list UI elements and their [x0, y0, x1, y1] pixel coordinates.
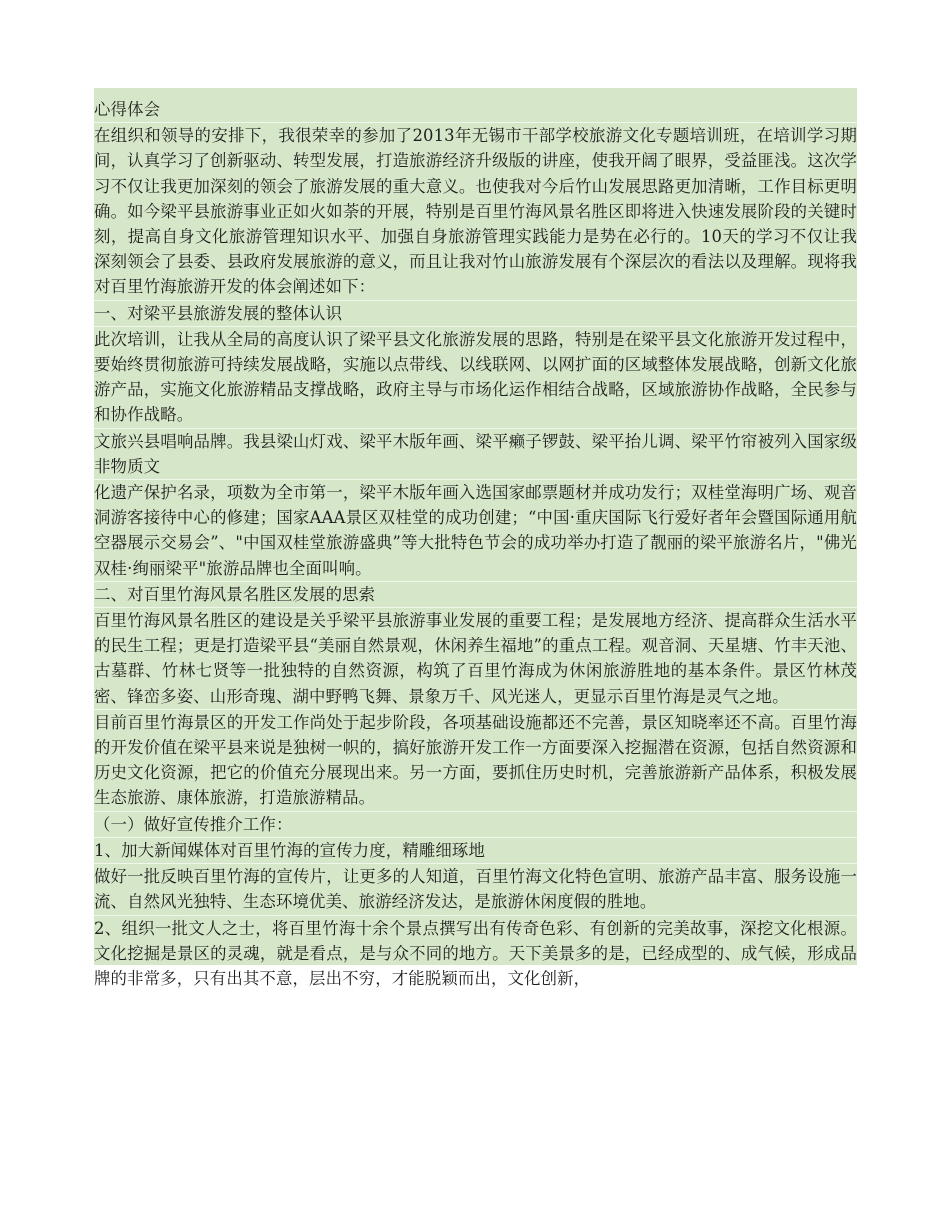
section-heading-1: 一、对梁平县旅游发展的整体认识 — [94, 301, 857, 327]
paragraph-scenic-area: 百里竹海风景名胜区的建设是关乎梁平县旅游事业发展的重要工程；是发展地方经济、提高群众生活水平的民生工程；更是打造梁平县“美丽自然景观，休闲养生福地”的重点工程。观音洞、天星塘、竹丰天池、古墓群、竹林七贤等一批独特的自然资源，构筑了百里竹海成为休闲旅游胜地的基本条件。景区竹林茂密、锋峦多姿、山形奇瑰、湖中野鸭飞舞、景象万千、风光迷人，更显示百里竹海是灵气之地。 — [94, 608, 857, 710]
document-body — [94, 88, 857, 988]
paragraph-brand-b: 化遗产保护名录，项数为全市第一，梁平木版年画入选国家邮票题材并成功发行；双桂堂海明广场、观音洞游客接待中心的修建；国家AAA景区双桂堂的成功创建；“中国·重庆国际飞行爱好者年会暨国际通用航空器展示交易会”、"中国双桂堂旅游盛典”等大批特色节会的成功举办打造了靓丽的梁平旅游名片，"佛光双桂·绚丽梁平"旅游品牌也全面叫响。 — [94, 480, 857, 582]
section-heading-2: 二、对百里竹海风景名胜区发展的思索 — [94, 582, 857, 608]
list-item-1: 1、加大新闻媒体对百里竹海的宣传力度，精雕细琢地 — [94, 838, 857, 864]
subsection-heading-1: （一）做好宣传推介工作： — [94, 812, 857, 838]
paragraph-intro: 在组织和领导的安排下，我很荣幸的参加了2013年无锡市干部学校旅游文化专题培训班，在培训学习期间，认真学习了创新驱动、转型发展，打造旅游经济升级版的讲座，使我开阔了眼界，受益匪浅。这次学习不仅让我更加深刻的领会了旅游发展的重大意义。也使我对今后竹山发展思路更加清晰，工作目标更明确。如今梁平县旅游事业正如火如荼的开展，特别是百里竹海风景名胜区即将进入快速发展阶段的关键时刻，提高自身文化旅游管理知识水平、加强自身旅游管理实践能力是势在必行的。10天的学习不仅让我深刻领会了县委、县政府发展旅游的意义，而且让我对竹山旅游发展有个深层次的看法以及理解。现将我对百里竹海旅游开发的体会阐述如下： — [94, 123, 857, 300]
paragraph-brand-a: 文旅兴县唱响品牌。我县梁山灯戏、梁平木版年画、梁平癞子锣鼓、梁平抬儿调、梁平竹帘被列入国家级非物质文 — [94, 429, 857, 480]
paragraph-development: 目前百里竹海景区的开发工作尚处于起步阶段，各项基础设施都还不完善，景区知晓率还不高。百里竹海的开发价值在梁平县来说是独树一帜的，搞好旅游开发工作一方面要深入挖掘潜在资源，包括自然资源和历史文化资源，把它的价值充分展现出来。另一方面，要抓住历史时机，完善旅游新产品体系，积极发展生态旅游、康体旅游，打造旅游精品。 — [94, 710, 857, 812]
paragraph-section-1: 此次培训，让我从全局的高度认识了梁平县文化旅游发展的思路，特别是在梁平县文化旅游开发过程中，要始终贯彻旅游可持续发展战略，实施以点带线、以线联网、以网扩面的区域整体发展战略，创新文化旅游产品，实施文化旅游精品支撑战略，政府主导与市场化运作相结合战略，区域旅游协作战略，全民参与和协作战略。 — [94, 327, 857, 429]
document-title: 心得体会 — [94, 88, 857, 123]
paragraph-promo-film: 做好一批反映百里竹海的宣传片，让更多的人知道，百里竹海文化特色宣明、旅游产品丰富、服务设施一流、自然风光独特、生态环境优美、旅游经济发达，是旅游休闲度假的胜地。 — [94, 864, 857, 915]
list-item-2: 2、组织一批文人之士，将百里竹海十余个景点撰写出有传奇色彩、有创新的完美故事，深挖文化根源。文化挖掘是景区的灵魂，就是看点，是与众不同的地方。天下美景多的是，已经成型的、成气候，形成品牌的非常多，只有出其不意，层出不穷，才能脱颖而出，文化创新， — [94, 918, 857, 988]
